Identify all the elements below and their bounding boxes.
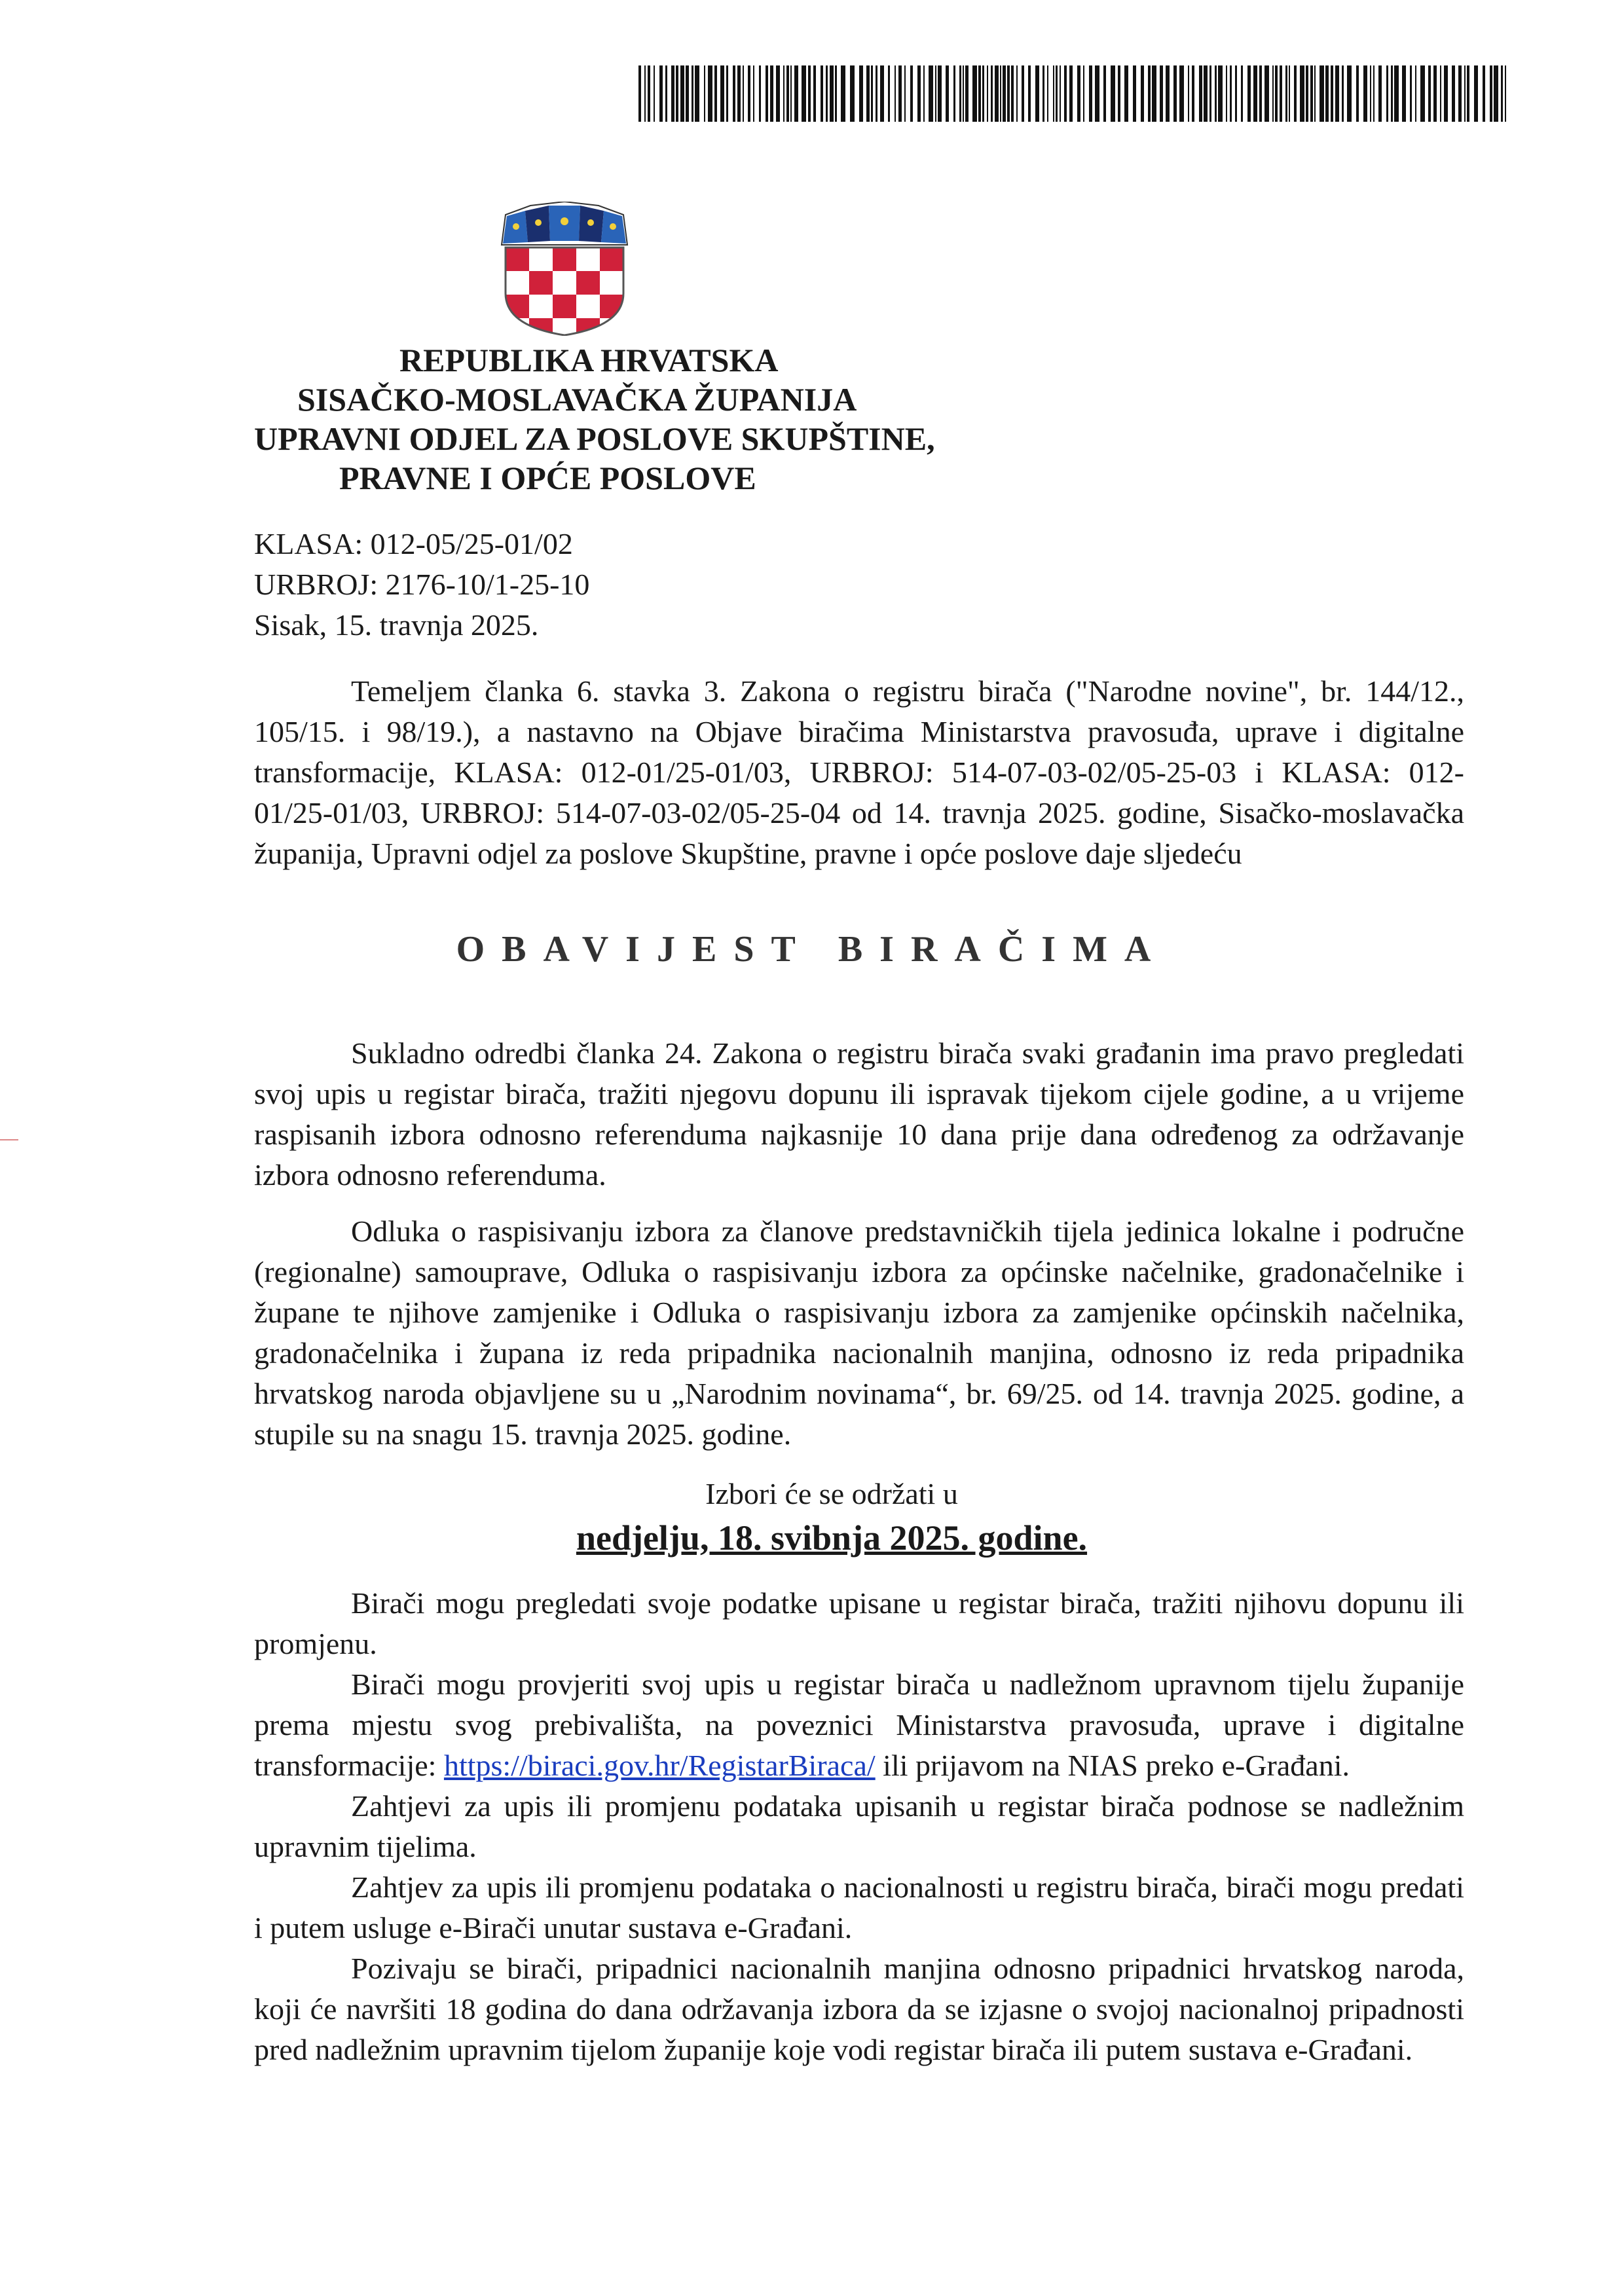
paragraph-5: Zahtjevi za upis ili promjenu podataka upisanih u registar birača podnose se nadležnim upravnim tijelima. — [254, 1789, 1464, 1863]
header-department-line2: PRAVNE I OPĆE POSLOVE — [339, 460, 756, 496]
barcode — [638, 65, 1509, 122]
paragraph-4 — [254, 1664, 1464, 1786]
election-intro: Izbori će se održati u — [705, 1477, 958, 1510]
paragraph-3: Birači mogu pregledati svoje podatke upisane u registar birača, tražiti njihovu dopunu ili promjenu. — [254, 1586, 1464, 1660]
klasa: KLASA: 012-05/25-01/02 — [254, 527, 573, 560]
paragraph-6: Zahtjev za upis ili promjenu podataka o nacionalnosti u registru birača, birači mogu predati i putem usluge e-Birači unutar sustava e-Građani. — [254, 1870, 1464, 1944]
header-county: SISAČKO-MOSLAVAČKA ŽUPANIJA — [297, 381, 857, 418]
crest-crown — [502, 202, 627, 245]
margin-mark — [0, 1139, 18, 1140]
coat-of-arms-icon — [499, 202, 630, 336]
paragraph-7: Pozivaju se birači, pripadnici nacionalnih manjina odnosno pripadnici hrvatskog naroda, koji će navršiti 18 godina do dana održavanja izbora da se izjasne o svojoj nacionalnoj pripadnosti pred nadležnim upravnim tijelom županije koje vodi registar birača ili putem sustava e-Građani. — [254, 1952, 1464, 2066]
document-title: OBAVIJEST BIRAČIMA — [456, 929, 1168, 970]
register-link[interactable]: https://biraci.gov.hr/RegistarBiraca/ — [443, 1749, 876, 1782]
header-country: REPUBLIKA HRVATSKA — [399, 342, 779, 378]
document-meta — [254, 524, 589, 646]
paragraph-4-tail: ili prijavom na NIAS preko e-Građani. — [875, 1749, 1350, 1782]
election-date: nedjelju, 18. svibnja 2025. godine. — [576, 1518, 1088, 1558]
intro-paragraph: Temeljem članka 6. stavka 3. Zakona o registru birača ("Narodne novine", br. 144/12., 105/15. i 98/19.), a nastavno na Objave biračima Ministarstva pravosuđa, uprave i digitalne transformacije, KLASA: 012-01/25-01/03, URBROJ: 514-07-03-02/05-25-03 i KLASA: 012-01/25-01/03, URBROJ: 514-07-03-02/05-25-04 od 14. travnja 2025. godine, Sisačko-moslavačka županija, Upravni odjel za poslove Skupštine, pravne i opće poslove daje sljedeću — [254, 674, 1464, 870]
header-department-line1: UPRAVNI ODJEL ZA POSLOVE SKUPŠTINE, — [254, 420, 935, 457]
document-date: Sisak, 15. travnja 2025. — [254, 608, 539, 642]
urbroj: URBROJ: 2176-10/1-25-10 — [254, 568, 590, 601]
paragraph-2: Odluka o raspisivanju izbora za članove predstavničkih tijela jedinica lokalne i područne (regionalne) samouprave, Odluka o raspisivanju izbora za općinske načelnike, gradonačelnike i župane te njihove zamjenike i Odluka o raspisivanju izbora za zamjenike općinskih načelnika, gradonačelnika i župana iz reda pripadnika nacionalnih manjina, odnosno iz reda pripadnika hrvatskog naroda objavljene su u „Narodnim novinama“, br. 69/25. od 14. travnja 2025. godine, a stupile su na snagu 15. travnja 2025. godine. — [254, 1214, 1464, 1451]
paragraph-1: Sukladno odredbi članka 24. Zakona o registru birača svaki građanin ima pravo pregledati svoj upis u registar birača, tražiti njegovu dopunu ili ispravak tijekom cijele godine, a u vrijeme raspisanih izbora odnosno referenduma najkasnije 10 dana prije dana određenog za održavanje izbora odnosno referenduma. — [254, 1036, 1464, 1192]
paragraph-4-text: Birači mogu provjeriti svoj upis u registar birača u nadležnom upravnom tijelu županije prema mjestu svog prebivališta, na poveznici Ministarstva pravosuđa, uprave i digitalne transformacije: — [254, 1667, 1464, 1782]
